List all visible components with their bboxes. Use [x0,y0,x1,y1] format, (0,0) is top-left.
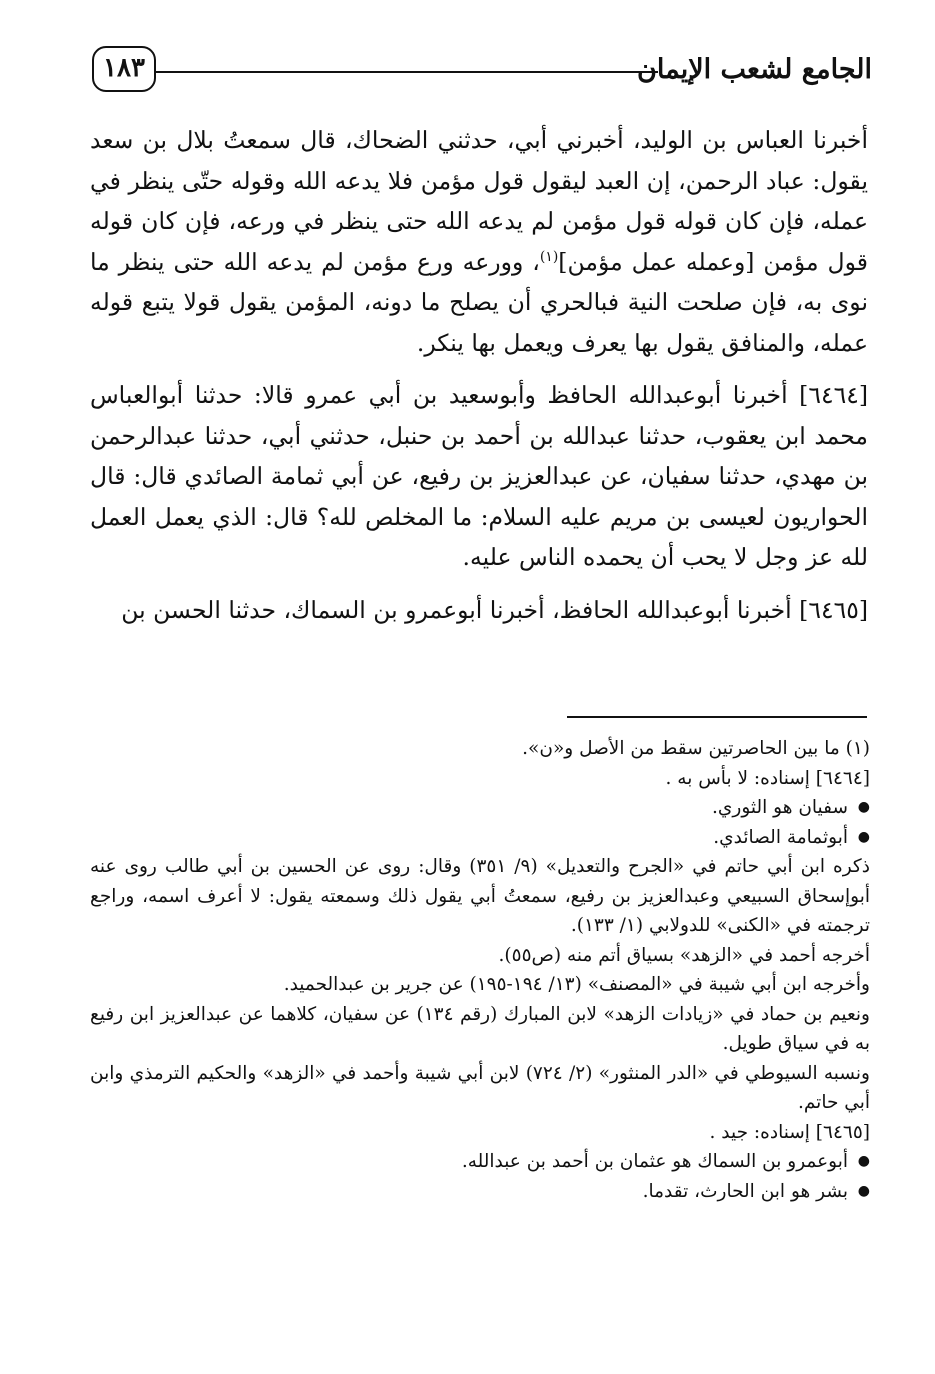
footnote-note: وأخرجه ابن أبي شيبة في «المصنف» (١٣/ ١٩٤-١٩٥) عن جرير بن عبدالحميد. [283,974,870,995]
isnad-6465-heading: [٦٤٦٥] إسناده: جيد . [709,1121,870,1143]
main-text [90,120,868,642]
footnote-marker[interactable]: (١) [539,248,559,265]
paragraph-1 [90,120,868,363]
paragraph-6464: [٦٤٦٤] أخبرنا أبوعبدالله الحافظ وأبوسعيد بن أبي عمرو قالا: حدثنا أبوالعباس محمد ابن يعقوب، حدثنا عبدالله بن أحمد بن حنبل، حدثني أبي، حدثنا عبدالرحمن بن مهدي، حدثنا سفيان، عن عبدالعزيز بن رفيع، عن أبي ثمامة الصائدي قال: قال الحواريون لعيسى بن مريم عليه السلام: ما المخلص لله؟ قال: الذي يعمل العمل لله عز وجل لا يحب أن يحمده الناس عليه. [90,381,868,571]
isnad-6464-heading: [٦٤٦٤] إسناده: لا بأس به . [665,767,870,789]
paragraph-1-text-after: ، وورعه ورع مؤمن لم يدعه الله حتى ينظر ما نوى به، فإن صلحت النية فبالحري أن يصلح ما دونه، المؤمن يقول قولا يتبع قوله عمله، والمنافق يقول بها يعرف ويعمل بها ينكر. [90,247,868,357]
footnote-note: ونسبه السيوطي في «الدر المنثور» (٢/ ٧٢٤) لابن أبي شيبة وأحمد في «الزهد» والحكيم الترمذي وابن أبي حاتم. [90,1062,870,1113]
footnote-bullet-item: ● بشر هو ابن الحارث، تقدما. [90,1177,870,1207]
footnote-note: أخرجه أحمد في «الزهد» بسياق أتم منه (ص٥٥). [498,944,870,966]
book-title: الجامع لشعب الإيمان [637,54,872,85]
paragraph-1-text-before: أخبرنا العباس بن الوليد، أخبرني أبي، حدثني الضحاك، قال سمعتُ بلال بن سعد يقول: عباد الرحمن، إن العبد ليقول قول مؤمن فلا يدعه الله وقوله حتّى ينظر في عمله، فإن كان قوله قول مؤمن لم يدعه الله حتى ينظر في ورعه، فإن كان قوله قول مؤمن [وعمله عمل مؤمن] [90,126,868,276]
footnote-separator [567,716,867,718]
footnote-bullet-item: ● أبوعمرو بن السماك هو عثمان بن أحمد بن عبدالله. [90,1147,870,1177]
footnote-note: ذكره ابن أبي حاتم في «الجرح والتعديل» (٩/ ٣٥١) وقال: روى عن الحسين بن أبي طالب روى عنه أبوإسحاق السبيعي وعبدالعزيز بن رفيع، سمعتُ أبي يقول ذلك وسمعته يقول: لا أعرف اسمه، وراجع ترجمته في «الكنى» للدولابي (١/ ١٣٣). [90,856,870,936]
footnote-bullet-item: ● سفيان هو الثوري. [90,793,870,823]
footnote-1: (١) ما بين الحاصرتين سقط من الأصل و«ن». [522,738,870,759]
header-rule [154,71,658,73]
footnote-note: ونعيم بن حماد في «زيادات الزهد» لابن المبارك (رقم ١٣٤) عن سفيان، كلاهما عن عبدالعزيز ابن رفيع به في سياق طويل. [90,1003,870,1054]
footnote-bullet-item: ● أبوثمامة الصائدي. [90,823,870,853]
footnotes [90,734,870,1206]
running-header [92,38,872,104]
paragraph-6465: [٦٤٦٥] أخبرنا أبوعبدالله الحافظ، أخبرنا أبوعمرو بن السماك، حدثنا الحسن بن [121,595,868,624]
page-number: ١٨٣ [92,46,156,92]
